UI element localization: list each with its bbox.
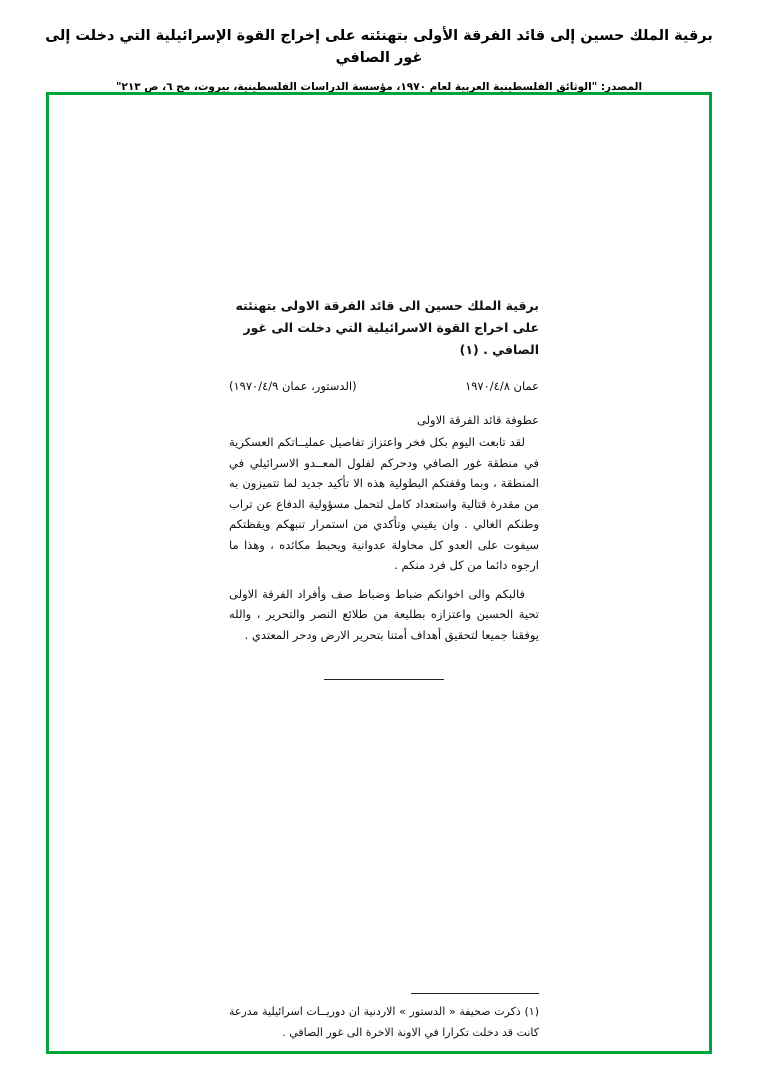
- document-header: [0, 0, 758, 95]
- footnote-divider: [411, 993, 539, 994]
- dateline-place-date: عمان ١٩٧٠/٤/٨: [465, 378, 539, 393]
- scan-salutation: عطوفة قائد الفرقة الاولى: [416, 413, 539, 428]
- scanned-page-frame: [46, 92, 712, 1054]
- source-citation: المصدر: "الوثائق الفلسطينية العربية لعام ١٩٧٠، مؤسسة الدراسات الفلسطينية، بيروت، مج ٦، ص ٢١٣": [115, 80, 643, 93]
- page-title: برقية الملك حسين إلى قائد الفرقة الأولى بتهنئته على إخراج القوة الإسرائيلية التي دخلت إلى غور الصافي: [45, 28, 713, 66]
- scanned-page-inner: [49, 95, 709, 1051]
- section-divider: [324, 679, 444, 680]
- footnote-text: (١) ذكرت صحيفة « الدستور » الاردنية ان دوريــات اسرائيلية مدرعة كانت قد دخلت تكرارا في الاونة الاخرة الى غور الصافي .: [229, 1005, 539, 1039]
- scan-paragraph: فالبكم والى اخوانكم ضباط وضباط صف وأفراد الفرقة الاولى تحية الحسين واعتزازه بطليعة من طلائع النصر والتحرير ، والله يوفقنا جميعا لتحقيق أهداف أمتنا بتحرير الارض ودحر المعتدي .: [229, 586, 539, 642]
- scan-paragraph: لقد تابعت اليوم بكل فخر واعتزاز تفاصيل عمليــاتكم العسكرية في منطقة غور الصافي ودحركم لفلول المعــدو الاسرائيلي في المنطقة ، وبما وقفتكم البطولية هذه الا تأكيد جديد لما تتميزون به من مقدرة قتالية واستعداد كامل لتحمل مسؤولية الدفاع عن تراب وطنكم الغالي . وان يقيني وتأكدي من استمرار تنبهكم ويقظتكم سيفوت على العدو كل محاولة عدوانية ويحبط مكائده ، وهذا ما ارجوه دائما من كل فرد منكم .: [229, 435, 539, 573]
- scan-dateline: [229, 377, 539, 397]
- scanned-document-body: [229, 295, 539, 680]
- dateline-reference: (الدستور، عمان ١٩٧٠/٤/٩): [229, 378, 357, 393]
- footnote-block: [229, 993, 539, 1043]
- scan-title: برقية الملك حسين الى قائد الفرقة الاولى بتهنئته على اخراج القوة الاسرائيلية التي دخلت الى غور الصافي . (١): [235, 298, 539, 357]
